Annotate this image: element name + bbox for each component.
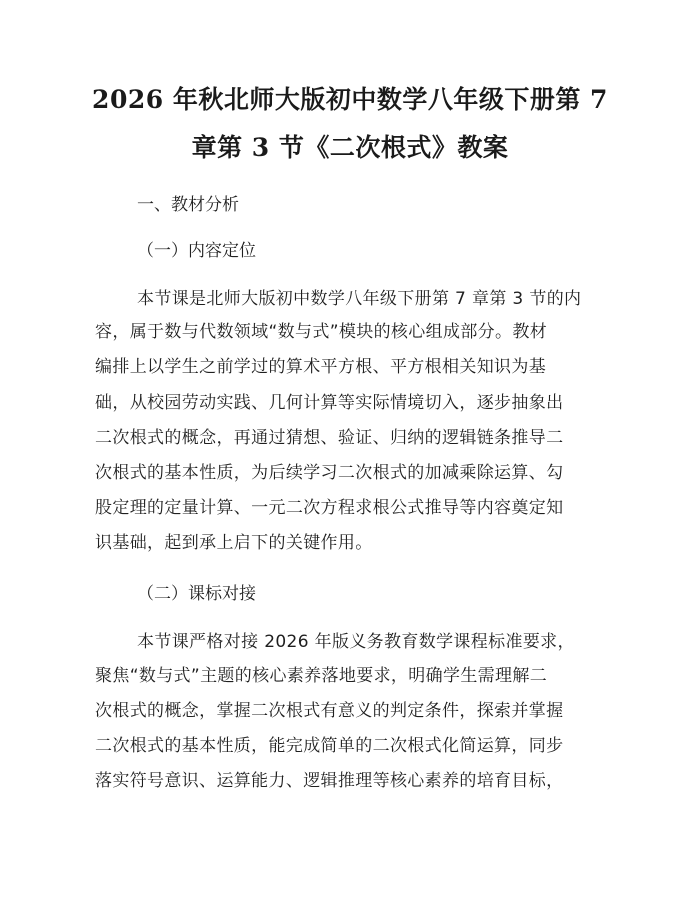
paragraph-line: 落实符号意识、运算能力、逻辑推理等核心素养的培育目标， — [95, 771, 564, 791]
paragraph-line: 次根式的基本性质，为后续学习二次根式的加减乘除运算、勾 — [95, 463, 564, 483]
paragraph-line: 本节课是北师大版初中数学八年级下册第 7 章第 3 节的内 — [137, 289, 582, 309]
paragraph-line: 次根式的概念，掌握二次根式有意义的判定条件，探索并掌握 — [95, 701, 564, 721]
paragraph-line: 编排上以学生之前学过的算术平方根、平方根相关知识为基 — [95, 357, 547, 377]
subsection-heading: （一）内容定位 — [137, 241, 256, 261]
paragraph-line: 识基础，起到承上启下的关键作用。 — [95, 533, 373, 553]
paragraph-line: 容，属于数与代数领域“数与式”模块的核心组成部分。教材 — [95, 322, 548, 342]
paragraph-line: 二次根式的基本性质，能完成简单的二次根式化简运算，同步 — [95, 736, 564, 756]
document-title-line-1: 2026 年秋北师大版初中数学八年级下册第 7 — [92, 85, 608, 114]
paragraph-line: 础，从校园劳动实践、几何计算等实际情境切入，逐步抽象出 — [95, 393, 564, 413]
document-title-line-2: 章第 3 节《二次根式》教案 — [191, 133, 509, 162]
paragraph-line: 股定理的定量计算、一元二次方程求根公式推导等内容奠定知 — [95, 498, 564, 518]
section-heading: 一、教材分析 — [137, 195, 239, 215]
paragraph-line: 聚焦“数与式”主题的核心素养落地要求，明确学生需理解二 — [95, 666, 548, 686]
subsection-heading: （二）课标对接 — [137, 584, 256, 604]
paragraph-line: 二次根式的概念，再通过猜想、验证、归纳的逻辑链条推导二 — [95, 428, 564, 448]
paragraph-line: 本节课严格对接 2026 年版义务教育数学课程标准要求， — [137, 632, 575, 652]
